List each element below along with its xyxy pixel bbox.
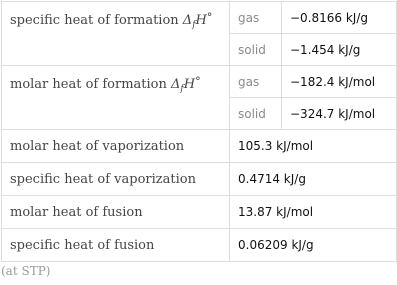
property-value: 105.3 kJ/mol	[230, 130, 397, 163]
property-value: −182.4 kJ/mol	[282, 66, 397, 98]
footnote: (at STP)	[1, 264, 51, 278]
property-value: −1.454 kJ/g	[282, 34, 397, 66]
phase-label: gas	[230, 66, 282, 98]
row-label: specific heat of vaporization	[2, 163, 230, 196]
property-value: −324.7 kJ/mol	[282, 98, 397, 130]
thermodynamic-properties-table	[1, 1, 397, 262]
phase-label: solid	[230, 34, 282, 66]
table-row	[2, 130, 397, 163]
row-label: specific heat of fusion	[2, 229, 230, 262]
phase-label: solid	[230, 98, 282, 130]
table-row	[2, 66, 397, 98]
table-row	[2, 196, 397, 229]
table-row	[2, 163, 397, 196]
row-label: molar heat of formation $\Delta_fH^\circ$	[2, 66, 230, 130]
property-value: −0.8166 kJ/g	[282, 2, 397, 34]
table-row	[2, 229, 397, 262]
row-label: specific heat of formation $\Delta_fH^\circ$	[2, 2, 230, 66]
table-row	[2, 2, 397, 34]
property-value: 13.87 kJ/mol	[230, 196, 397, 229]
property-value: 0.4714 kJ/g	[230, 163, 397, 196]
property-value: 0.06209 kJ/g	[230, 229, 397, 262]
row-label: molar heat of fusion	[2, 196, 230, 229]
phase-label: gas	[230, 2, 282, 34]
row-label: molar heat of vaporization	[2, 130, 230, 163]
